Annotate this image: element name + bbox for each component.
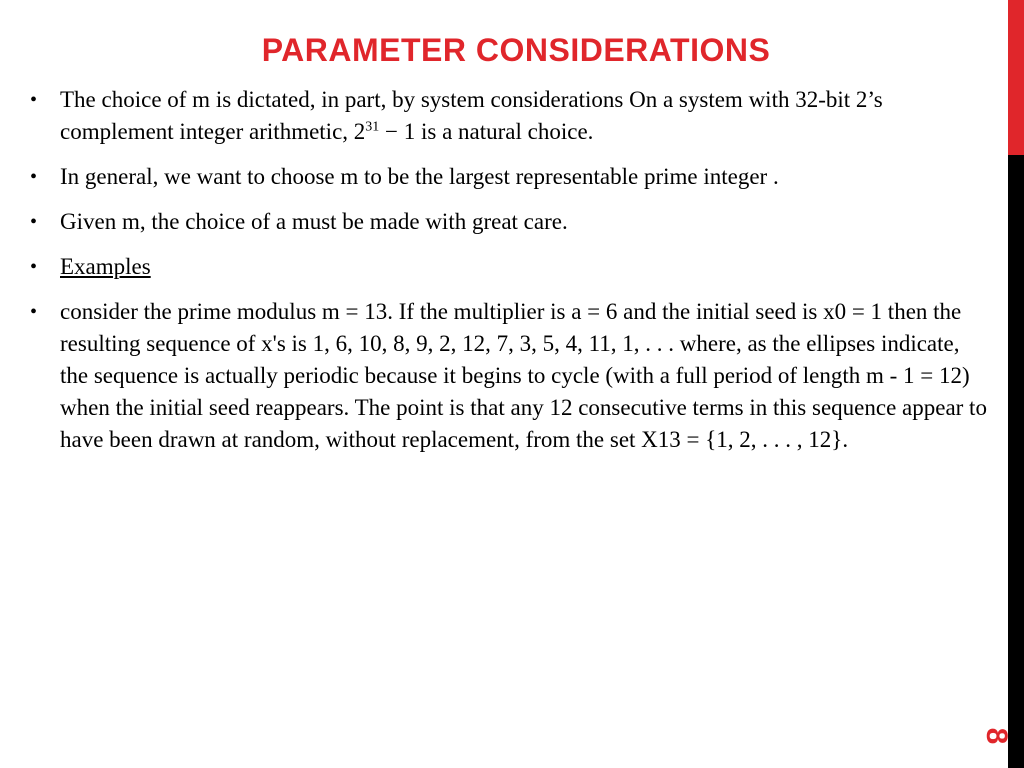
bullet-list [30,84,990,469]
bullet-item [30,84,990,148]
bullet-item [30,206,990,238]
bullet-text-part: The choice of m is dictated, in part, by system considerations On a system with 32-bit 2’s complement integer arithmetic, 2 [60,87,883,144]
bullet-text: Given m, the choice of a must be made with great care. [60,209,568,234]
exponent: 31 [365,119,380,135]
bullet-text [60,87,883,144]
bullet-text: consider the prime modulus m = 13. If the multiplier is a = 6 and the initial seed is x0 = 1 then the resulting sequence of x's is 1, 6, 10, 8, 9, 2, 12, 7, 3, 5, 4, 11, 1, . . . where, as the ellipses indicate, the sequence is actually periodic because it begins to cycle (with a full period of length m - 1 = 12) when the initial seed reappears. The point is that any 12 consecutive terms in this sequence appear to have been drawn at random, without replacement, from the set X13 = {1, 2, . . . , 12}. [60,299,987,452]
bullet-icon: • [30,301,38,323]
bullet-item [30,296,990,456]
bullet-icon: • [30,256,38,278]
page-number: 8 [980,727,1013,745]
accent-bar-top [1008,0,1024,155]
slide-title: PARAMETER CONSIDERATIONS [261,32,771,68]
bullet-icon: • [30,89,38,111]
bullet-item [30,251,990,283]
bullet-item [30,161,990,193]
bullet-text-part: − 1 is a natural choice. [379,119,594,144]
bullet-text: In general, we want to choose m to be the largest representable prime integer . [60,164,779,189]
examples-heading: Examples [60,254,151,279]
bullet-icon: • [30,166,38,188]
accent-bar-bottom [1008,155,1024,768]
bullet-icon: • [30,211,38,233]
